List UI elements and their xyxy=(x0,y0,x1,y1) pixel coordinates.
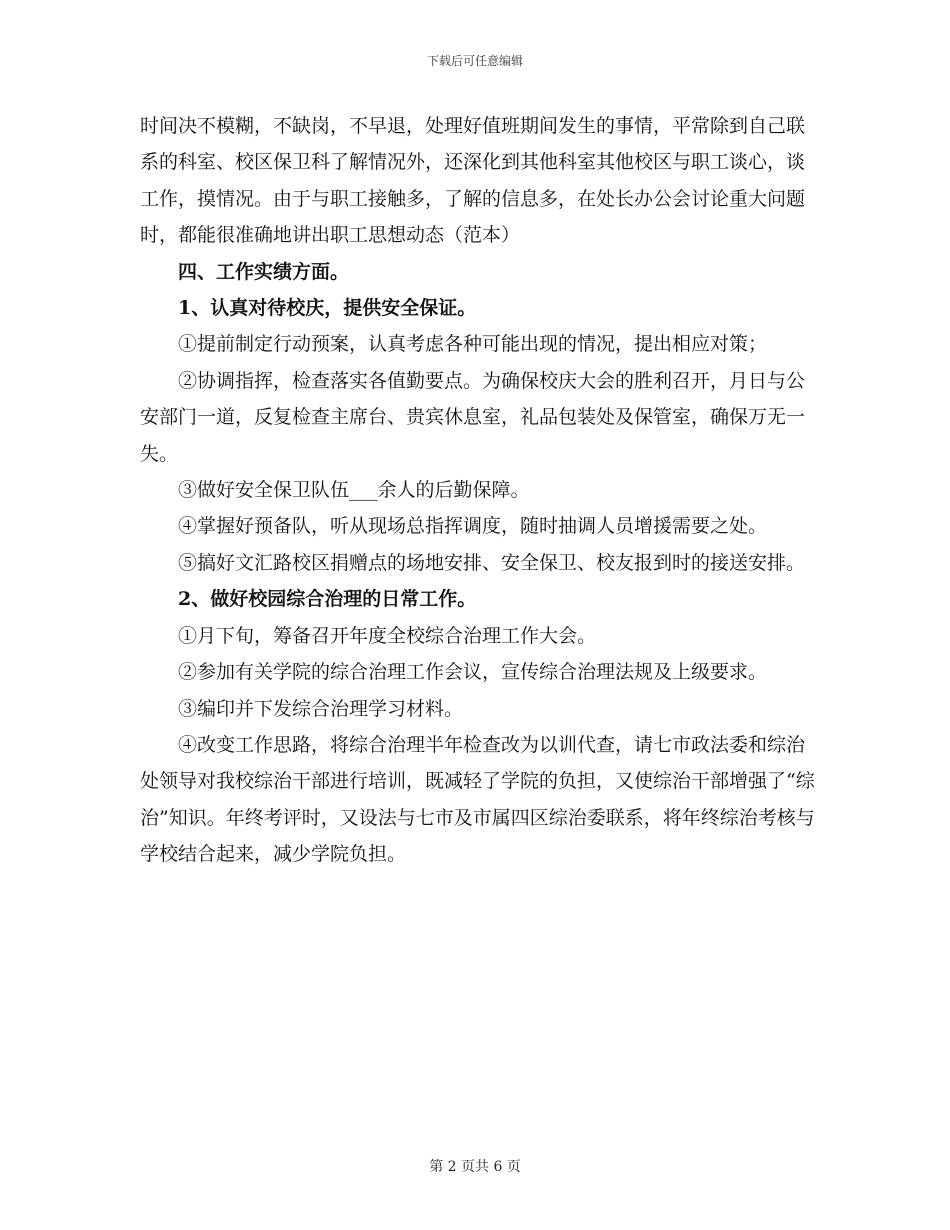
subheading-comprehensive-governance: 2、做好校园综合治理的日常工作。 xyxy=(178,588,477,611)
document-body xyxy=(140,108,815,873)
list-item: ①提前制定行动预案，认真考虑各种可能出现的情况，提出相应对策； xyxy=(178,333,768,356)
page-header: 下载后可任意编辑 xyxy=(426,54,523,68)
paragraph-continuation: 时间决不模糊，不缺岗，不早退，处理好值班期间发生的事情，平常除到自己联系的科室、校区保卫科了解情况外，还深化到其他科室其他校区与职工谈心，谈工作，摸情况。由于与职工接触多，了解的信息多，在处长办公会讨论重大问题时，都能很准确地讲出职工思想动态（范本） xyxy=(140,115,806,247)
subheading-anniversary-security: 1、认真对待校庆，提供安全保证。 xyxy=(178,297,477,320)
list-item: ③编印并下发综合治理学习材料。 xyxy=(178,697,464,720)
list-item: ②协调指挥，检查落实各值勤要点。为确保校庆大会的胜利召开，月日与公安部门一道，反复检查主席台、贵宾休息室，礼品包装处及保管室，确保万无一失。 xyxy=(140,369,806,465)
page-number-footer: 第 2 页共 6 页 xyxy=(429,1159,521,1175)
list-item: ④改变工作思路，将综合治理半年检查改为以训代查，请七市政法委和综治处领导对我校综治干部进行培训，既减轻了学院的负担，又使综治干部增强了“综治”知识。年终考评时，又设法与七市及市属四区综治委联系，将年终综治考核与学校结合起来，减少学院负担。 xyxy=(140,733,815,866)
list-item: ②参加有关学院的综合治理工作会议，宣传综合治理法规及上级要求。 xyxy=(178,661,768,684)
section-heading-achievements: 四、工作实绩方面。 xyxy=(178,260,350,283)
list-item: ①月下旬，筹备召开年度全校综合治理工作大会。 xyxy=(178,624,597,647)
list-item: ④掌握好预备队，听从现场总指挥调度，随时抽调人员增援需要之处。 xyxy=(178,515,768,538)
list-item: ⑤搞好文汇路校区捐赠点的场地安排、安全保卫、校友报到时的接送安排。 xyxy=(178,551,806,574)
list-item: ③做好安全保卫队伍___余人的后勤保障。 xyxy=(178,479,530,502)
